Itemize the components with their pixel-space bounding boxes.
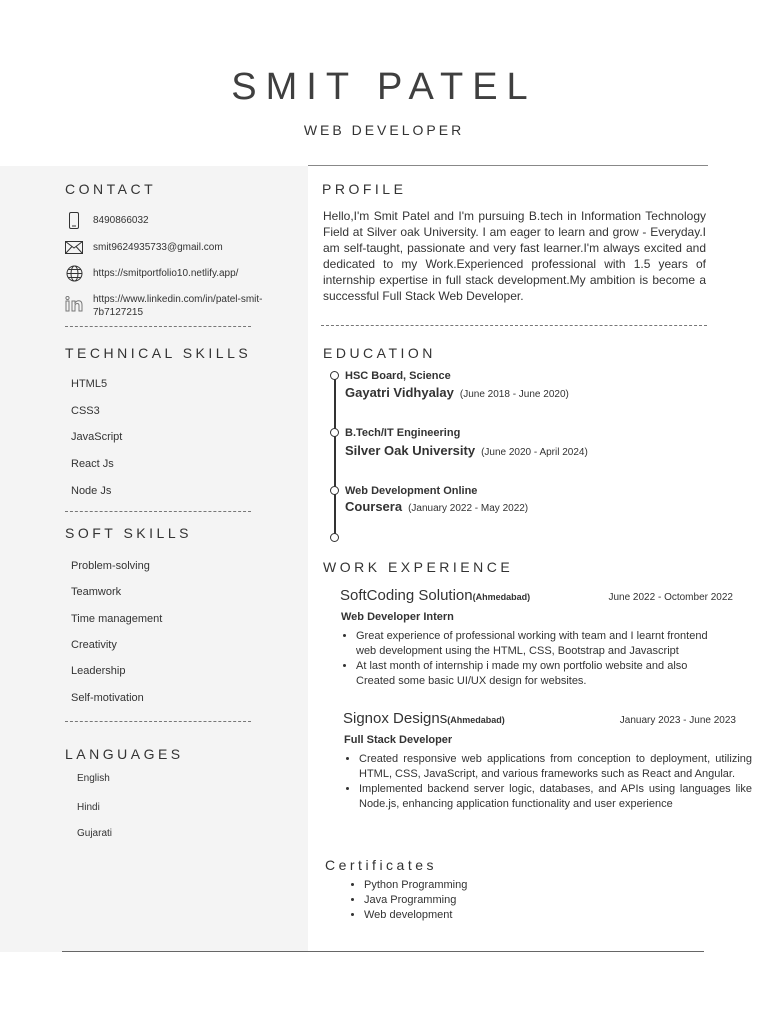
resume-role: WEB DEVELOPER <box>303 122 465 138</box>
footer-divider <box>62 951 704 952</box>
education-title: EDUCATION <box>323 345 436 361</box>
list-item: JavaScript <box>71 431 123 443</box>
timeline-dot <box>330 371 339 380</box>
list-item: React Js <box>71 458 114 470</box>
list-item: Teamwork <box>71 586 122 598</box>
job-title: Full Stack Developer <box>344 734 453 746</box>
job-dates: June 2022 - Octomber 2022 <box>608 592 733 603</box>
technical-skills-divider <box>65 511 251 512</box>
list-item: • Great experience of professional working with team and I learnt frontend web development using the HTML, CSS, Bootstrap and Javascript <box>356 629 720 659</box>
job-header <box>340 587 530 605</box>
education-school: Gayatri Vidhyalay <box>345 385 454 400</box>
list-item: Self-motivation <box>71 692 144 704</box>
job-title: Web Developer Intern <box>341 611 454 623</box>
list-item: • Java Programming <box>364 893 664 908</box>
job-location: (Ahmedabad) <box>472 592 531 602</box>
soft-skills-divider <box>65 721 251 722</box>
list-item: HTML5 <box>71 378 108 390</box>
linkedin-icon <box>64 296 84 312</box>
list-item: • At last month of internship i made my own portfolio website and also Created some basic UI/UX design for websites. <box>356 659 720 689</box>
contact-phone-text: 8490866032 <box>93 215 149 226</box>
contact-title: CONTACT <box>65 181 157 197</box>
job-header <box>343 710 505 728</box>
list-item: Creativity <box>71 639 117 651</box>
timeline-dot <box>330 533 339 542</box>
list-item: CSS3 <box>71 405 100 417</box>
work-experience-title: WORK EXPERIENCE <box>323 559 514 575</box>
education-school: Silver Oak University <box>345 443 476 458</box>
education-dates: (June 2018 - June 2020) <box>459 389 569 400</box>
education-entry <box>345 384 569 402</box>
languages-title: LANGUAGES <box>65 746 184 762</box>
education-dates: (January 2022 - May 2022) <box>408 503 529 514</box>
contact-divider <box>65 326 251 327</box>
list-item: • Web development <box>364 908 664 923</box>
contact-email <box>64 239 294 261</box>
header-divider <box>308 165 708 166</box>
education-dates: (June 2020 - April 2024) <box>481 447 588 458</box>
job-bullets <box>343 752 752 812</box>
education-degree: B.Tech/IT Engineering <box>345 427 461 439</box>
globe-icon <box>64 265 84 281</box>
phone-icon <box>64 212 84 228</box>
timeline-dot <box>330 486 339 495</box>
job-dates: January 2023 - June 2023 <box>619 715 736 726</box>
education-degree: Web Development Online <box>345 485 478 497</box>
list-item: English <box>77 773 110 784</box>
technical-skills-title: TECHNICAL SKILLS <box>65 345 252 361</box>
contact-email-text[interactable]: smit9624935733@gmail.com <box>93 242 223 253</box>
contact-phone <box>64 212 294 234</box>
job-location: (Ahmedabad) <box>447 715 505 725</box>
certificates-title: Certificates <box>325 857 438 873</box>
list-item: Leadership <box>71 665 126 677</box>
list-item: • Python Programming <box>364 878 664 893</box>
timeline-dot <box>330 428 339 437</box>
contact-website-text[interactable]: https://smitportfolio10.netlify.app/ <box>93 268 239 279</box>
education-timeline-line <box>334 376 336 538</box>
list-item: • Implemented backend server logic, databases, and APIs using languages like Node.js, enhancing application functionality and user experience <box>359 782 752 812</box>
list-item: Gujarati <box>77 828 113 839</box>
education-entry <box>345 498 528 516</box>
list-item: Node Js <box>71 485 112 497</box>
mail-icon <box>64 239 84 255</box>
profile-text: Hello,I'm Smit Patel and I'm pursuing B.tech in Information Technology Field at Silver oak University. I am eager to learn and grow - Everyday.I am self-taught, passionate and very fast learner.I'm always excited and dedicated to my Work.Experienced professional with 1.5 years of internship expertise in full stack development.My ambition is become a successful Full Stack Web Developer. <box>323 209 706 303</box>
job-bullets <box>340 629 720 689</box>
education-school: Coursera <box>345 499 403 514</box>
list-item: Problem-solving <box>71 560 150 572</box>
contact-linkedin <box>64 293 294 321</box>
list-item: Hindi <box>77 802 100 813</box>
list-item: • Created responsive web applications from conception to deployment, utilizing HTML, CSS, JavaScript, and various frameworks such as React and Angular. <box>359 752 752 782</box>
education-entry <box>345 442 588 460</box>
soft-skills-title: SOFT SKILLS <box>65 525 192 541</box>
job-company: Signox Designs <box>343 710 448 727</box>
profile-divider <box>321 325 707 326</box>
contact-website <box>64 265 294 287</box>
profile-title: PROFILE <box>322 181 407 197</box>
list-item: Time management <box>71 613 163 625</box>
job-company: SoftCoding Solution <box>340 587 473 604</box>
contact-linkedin-text[interactable]: https://www.linkedin.com/in/patel-smit-7b7127215 <box>93 294 263 318</box>
resume-name: SMIT PATEL <box>231 66 537 108</box>
education-degree: HSC Board, Science <box>345 370 451 382</box>
certificates-list <box>348 878 664 923</box>
